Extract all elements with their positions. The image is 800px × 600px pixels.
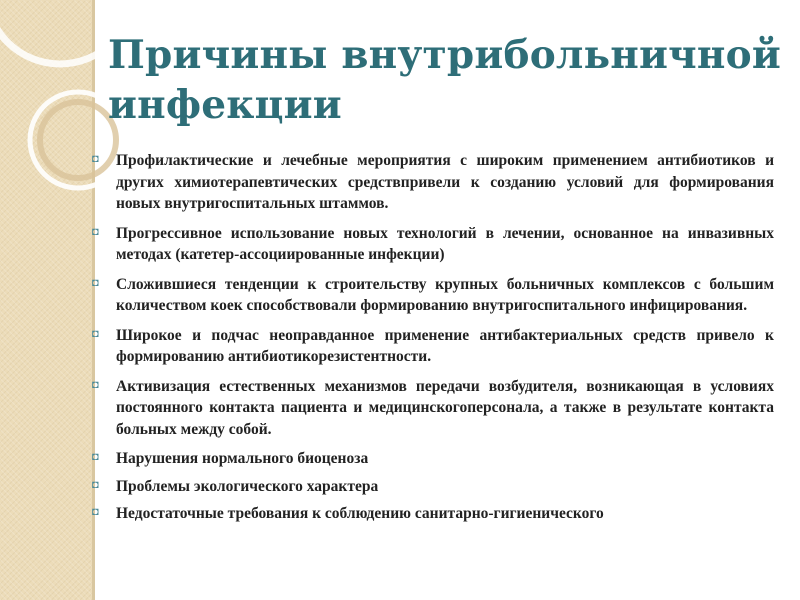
bullet-item	[92, 325, 774, 368]
bullet-marker-icon: ◘	[92, 327, 99, 340]
bullet-marker-icon: ◘	[92, 276, 99, 289]
bullet-item	[92, 150, 774, 215]
bullet-marker-icon: ◘	[92, 478, 99, 491]
bullet-list	[92, 150, 774, 531]
bullet-item	[92, 503, 774, 525]
bullet-text: Недостаточные требования к соблюдению санитарно-гигиенического	[116, 505, 604, 522]
bullet-marker-icon: ◘	[92, 153, 99, 165]
bullet-marker-icon: ◘	[92, 451, 99, 463]
bullet-text: Прогрессивное использование новых технологий в лечении, основанное на инвазивных методах (катетер-ассоциированные инфекции)	[116, 224, 774, 263]
bullet-item	[92, 376, 774, 441]
bullet-marker-icon: ◘	[92, 378, 99, 391]
slide-title: Причины внутрибольничной инфекции	[108, 32, 781, 128]
bullet-marker-icon: ◘	[92, 225, 99, 238]
bullet-text: Профилактические и лечебные мероприятия с широким применением антибиотиков и других химиотерапевтических средствпривели к созданию условий для формирования новых внутригоспитальных штаммов.	[116, 152, 774, 212]
bullet-item	[92, 274, 774, 317]
bullet-text: Нарушения нормального биоценоза	[116, 450, 369, 467]
bullet-item	[92, 448, 774, 470]
bullet-text: Широкое и подчас неоправданное применение антибактериальных средств привело к формированию антибиотикорезистентности.	[116, 326, 774, 365]
bullet-item	[92, 476, 774, 498]
bullet-marker-icon: ◘	[92, 506, 99, 518]
bullet-text: Проблемы экологического характера	[116, 477, 379, 495]
bullet-text: Сложившиеся тенденции к строительству крупных больничных комплексов с большим количеством коек способствовали формированию внутригоспитального инфицирования.	[116, 275, 774, 314]
bullet-item	[92, 223, 774, 266]
bullet-text: Активизация естественных механизмов передачи возбудителя, возникающая в условиях постоянного контакта пациента и медицинскогоперсонала, а также в результате контакта больных между собой.	[116, 377, 774, 438]
